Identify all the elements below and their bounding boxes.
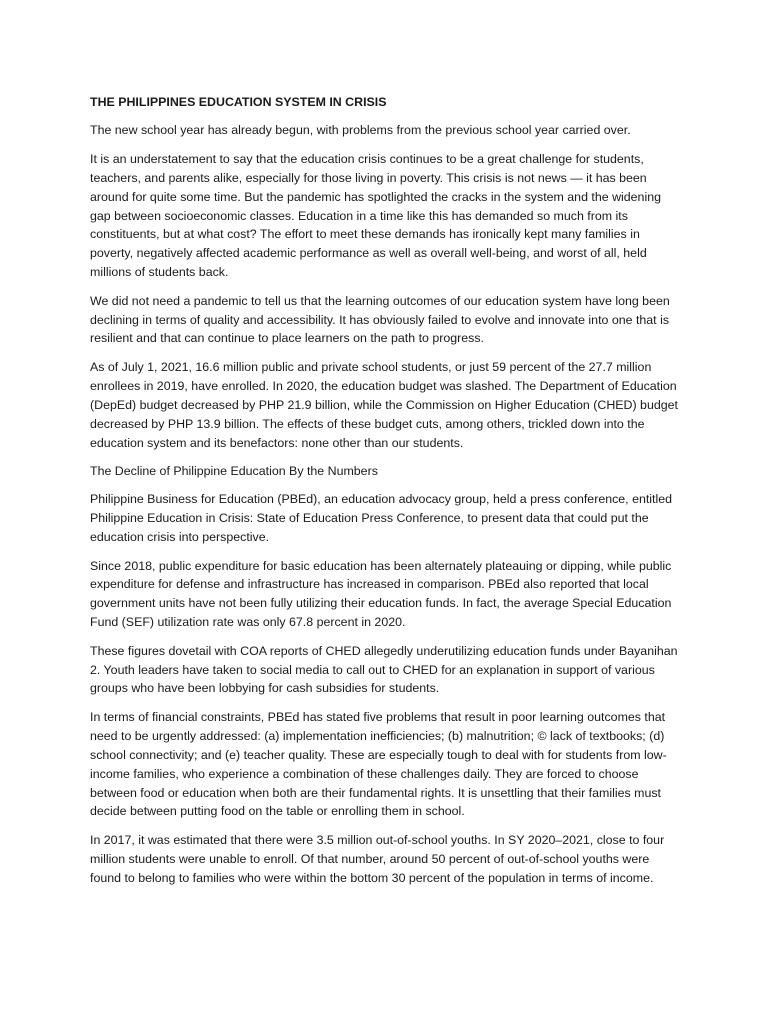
paragraph-out-of-school-youths: In 2017, it was estimated that there were 3.5 million out-of-school youths. In SY 2020–2021, close to four million students were unable to enroll. Of that number, around 50 percent of out-of-school youths were found to belong to families who were within the bottom 30 percent of the population in terms of income. xyxy=(90,832,665,885)
paragraph-crisis-overview: It is an understatement to say that the education crisis continues to be a great challenge for students, teachers, and parents alike, especially for those living in poverty. This crisis is not news — it has been around for quite some time. But the pandemic has spotlighted the cracks in the system and the widening gap between socioeconomic classes. Education in a time like this has demanded so much from its constituents, but at what cost? The effort to meet these demands has ironically kept many families in poverty, negatively affected academic performance as well as overall well-being, and worst of all, held millions of students back. xyxy=(90,151,661,280)
paragraph-coa-reports: These figures dovetail with COA reports of CHED allegedly underutilizing education funds under Bayanihan 2. Youth leaders have taken to social media to call out to CHED for an explanation in support of various groups who have been lobbying for cash subsidies for students. xyxy=(90,643,678,696)
paragraph-intro: The new school year has already begun, with problems from the previous school year carried over. xyxy=(90,123,631,138)
paragraph-learning-outcomes: We did not need a pandemic to tell us that the learning outcomes of our education system have long been declining in terms of quality and accessibility. It has obviously failed to evolve and innovate into one that is resilient and that can continue to place learners on the path to progress. xyxy=(90,293,670,346)
paragraph-financial-constraints: In terms of financial constraints, PBEd has stated five problems that result in poor learning outcomes that need to be urgently addressed: (a) implementation inefficiencies; (b) malnutrition; © lack of textbooks; (d) school connectivity; and (e) teacher quality. These are especially tough to deal with for students from low-income families, who experience a combination of these challenges daily. They are forced to choose between food or education when both are their fundamental rights. It is unsettling that their families must decide between putting food on the table or enrolling them in school. xyxy=(90,709,667,819)
section-heading-decline: The Decline of Philippine Education By the Numbers xyxy=(90,463,378,478)
document-title: THE PHILIPPINES EDUCATION SYSTEM IN CRISIS xyxy=(90,95,387,109)
paragraph-pbed-conference: Philippine Business for Education (PBEd), an education advocacy group, held a press conference, entitled Philippine Education in Crisis: State of Education Press Conference, to present data that could put the education crisis into perspective. xyxy=(90,492,673,545)
paragraph-public-expenditure: Since 2018, public expenditure for basic education has been alternately plateauing or dipping, while public expenditure for defense and infrastructure has increased in comparison. PBEd also reported that local government units have not been fully utilizing their education funds. In fact, the average Special Education Fund (SEF) utilization rate was only 67.8 percent in 2020. xyxy=(90,558,672,630)
paragraph-enrollment-budget: As of July 1, 2021, 16.6 million public and private school students, or just 59 percent of the 27.7 million enrollees in 2019, have enrolled. In 2020, the education budget was slashed. The Department of Education (DepEd) budget decreased by PHP 21.9 billion, while the Commission on Higher Education (CHED) budget decreased by PHP 13.9 billion. The effects of these budget cuts, among others, trickled down into the education system and its benefactors: none other than our students. xyxy=(90,359,678,450)
document-body xyxy=(90,93,680,897)
